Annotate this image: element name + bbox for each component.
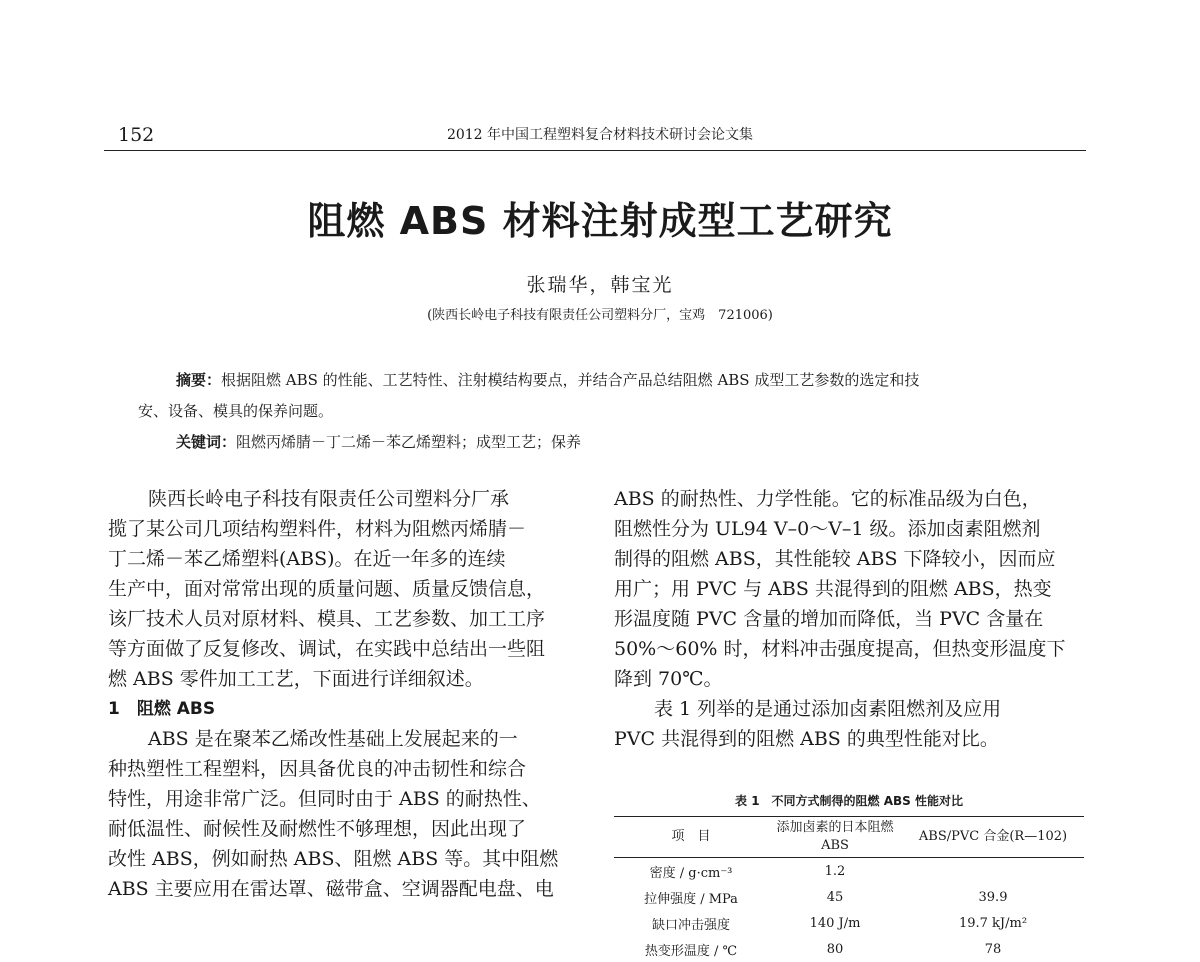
right-paragraph-2 [614,694,1084,754]
table-cell: 80 [826,941,844,957]
authors: 张瑞华，韩宝光 [526,274,674,296]
table-title: 表 1 不同方式制得的阻燃 ABS 性能对比 [735,794,963,808]
text-line: ABS 主要应用在雷达罩、磁带盒、空调器配电盘、电 [108,878,554,900]
text-line: 50%～60% 时，材料冲击强度提高，但热变形温度下 [614,638,1066,660]
paper-title: 阻燃 ABS 材料注射成型工艺研究 [307,199,893,243]
text-line: 表 1 列举的是通过添加卤素阻燃剂及应用 [654,698,1002,720]
left-column [108,484,588,904]
keywords [176,431,581,452]
text-line: 用广；用 PVC 与 ABS 共混得到的阻燃 ABS，热变 [614,578,1052,600]
text-line: 形温度随 PVC 含量的增加而降低，当 PVC 含量在 [614,608,1044,630]
table-header-cell: 添加卤素的日本阻燃 ABS [776,820,894,853]
right-column [614,484,1084,754]
text-line: 丁二烯－苯乙烯塑料(ABS)。在近一年多的连续 [108,548,506,570]
properties-table [614,816,1084,962]
abstract-text: 根据阻燃 ABS 的性能、工艺特性、注射模结构要点，并结合产品总结阻燃 ABS 成型工艺参数的选定和技 [221,371,920,389]
table-cell: 密度 / g·cm⁻³ [649,865,733,881]
text-line: 生产中，面对常常出现的质量问题、质量反馈信息， [108,578,546,600]
table-cell: 78 [984,941,1002,957]
text-line: 等方面做了反复修改、调试，在实践中总结出一些阻 [108,638,546,660]
text-line: 陕西长岭电子科技有限责任公司塑料分厂承 [148,488,510,510]
running-title: 2012 年中国工程塑料复合材料技术研讨会论文集 [446,127,754,143]
table-row [614,884,1084,910]
text-line: ABS 是在聚苯乙烯改性基础上发展起来的一 [148,728,518,750]
text-line: 特性，用途非常广泛。但同时由于 ABS 的耐热性、 [108,788,541,810]
table-cell: 缺口冲击强度 [651,917,730,933]
table-cell: 1.2 [824,863,846,879]
text-line: 耐低温性、耐候性及耐燃性不够理想，因此出现了 [108,818,527,840]
page-number: 152 [118,124,155,146]
text-line: ABS 的耐热性、力学性能。它的标准品级为白色， [614,488,1041,510]
abstract [176,369,919,390]
table-cell: 45 [826,889,844,905]
table-header-cell: 项 目 [671,829,711,844]
table-row [614,910,1084,936]
right-paragraph-1 [614,484,1084,694]
text-line: 阻燃性分为 UL94 V–0～V–1 级。添加卤素阻燃剂 [614,518,1041,540]
section1-paragraph [108,724,588,904]
text-line: 种热塑性工程塑料，因具备优良的冲击韧性和综合 [108,758,527,780]
abstract-continued: 安、设备、模具的保养问题。 [138,402,334,420]
text-line: 燃 ABS 零件加工工艺，下面进行详细叙述。 [108,668,484,690]
text-line: 改性 ABS，例如耐热 ABS、阻燃 ABS 等。其中阻燃 [108,848,559,870]
text-line: PVC 共混得到的阻燃 ABS 的典型性能对比。 [614,728,999,750]
table-header-cell: ABS/PVC 合金(R—102) [918,829,1068,844]
table-cell: 拉伸强度 / MPa [644,891,738,907]
table-header-row [614,817,1084,858]
table-cell: 140 J/m [809,915,861,931]
table-cell: 热变形温度 / ℃ [644,943,738,959]
keywords-label: 关键词： [176,433,237,451]
text-line: 揽了某公司几项结构塑料件，材料为阻燃丙烯腈－ [108,518,527,540]
section-heading: 1 阻燃 ABS [108,699,216,719]
table-cell: 39.9 [978,889,1008,905]
text-line: 该厂技术人员对原材料、模具、工艺参数、加工工序 [108,608,546,630]
intro-paragraph [108,484,588,694]
header-rule [104,150,1086,151]
text-line: 制得的阻燃 ABS，其性能较 ABS 下降较小，因而应 [614,548,1056,570]
affiliation: (陕西长岭电子科技有限责任公司塑料分厂，宝鸡 721006) [427,308,773,323]
table-cell: 19.7 kJ/m² [958,915,1028,931]
table-cell [902,858,1084,885]
abstract-label: 摘要： [176,371,222,389]
table-row [614,936,1084,962]
keywords-text: 阻燃丙烯腈－丁二烯－苯乙烯塑料；成型工艺；保养 [236,433,582,451]
text-line: 降到 70℃。 [614,668,723,690]
table-row [614,858,1084,885]
